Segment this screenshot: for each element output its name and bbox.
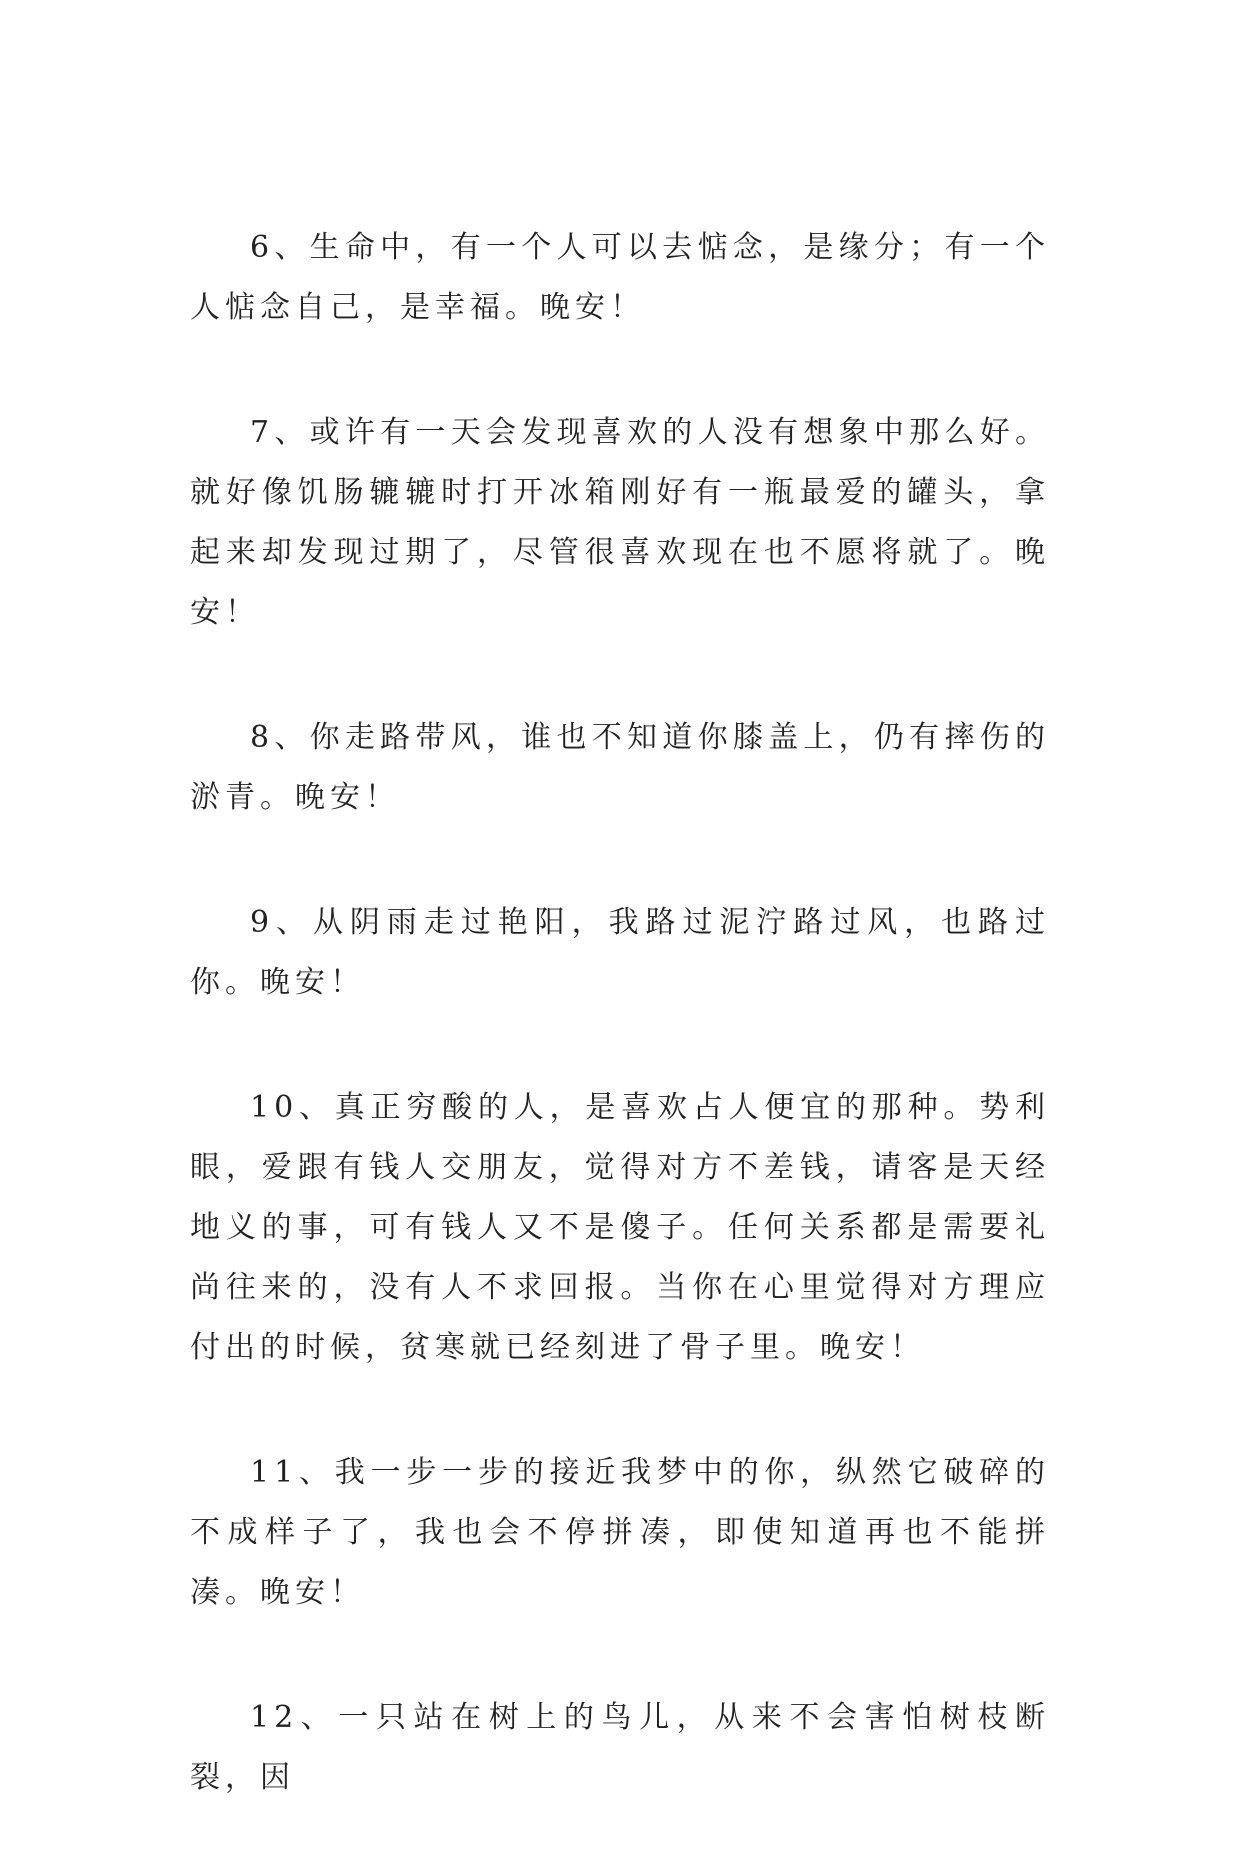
paragraph-12: 12、一只站在树上的鸟儿，从来不会害怕树枝断裂，因 [190, 1700, 1050, 1795]
paragraph-11: 11、我一步一步的接近我梦中的你，纵然它破碎的不成样子了，我也会不停拼凑，即使知道再也不能拼凑。晚安！ [190, 1455, 1050, 1610]
document-body [190, 218, 1050, 1873]
paragraph-9: 9、从阴雨走过艳阳，我路过泥泞路过风，也路过你。晚安！ [190, 905, 1050, 1000]
paragraph-6: 6、生命中，有一个人可以去惦念，是缘分；有一个人惦念自己，是幸福。晚安！ [190, 230, 1050, 325]
paragraph-10: 10、真正穷酸的人，是喜欢占人便宜的那种。势利眼，爱跟有钱人交朋友，觉得对方不差钱，请客是天经地义的事，可有钱人又不是傻子。任何关系都是需要礼尚往来的，没有人不求回报。当你在心里觉得对方理应付出的时候，贫寒就已经刻进了骨子里。晚安！ [190, 1090, 1050, 1365]
paragraph-8: 8、你走路带风，谁也不知道你膝盖上，仍有摔伤的淤青。晚安！ [190, 720, 1050, 815]
paragraph-7: 7、或许有一天会发现喜欢的人没有想象中那么好。就好像饥肠辘辘时打开冰箱刚好有一瓶最爱的罐头，拿起来却发现过期了，尽管很喜欢现在也不愿将就了。晚安！ [190, 415, 1050, 630]
